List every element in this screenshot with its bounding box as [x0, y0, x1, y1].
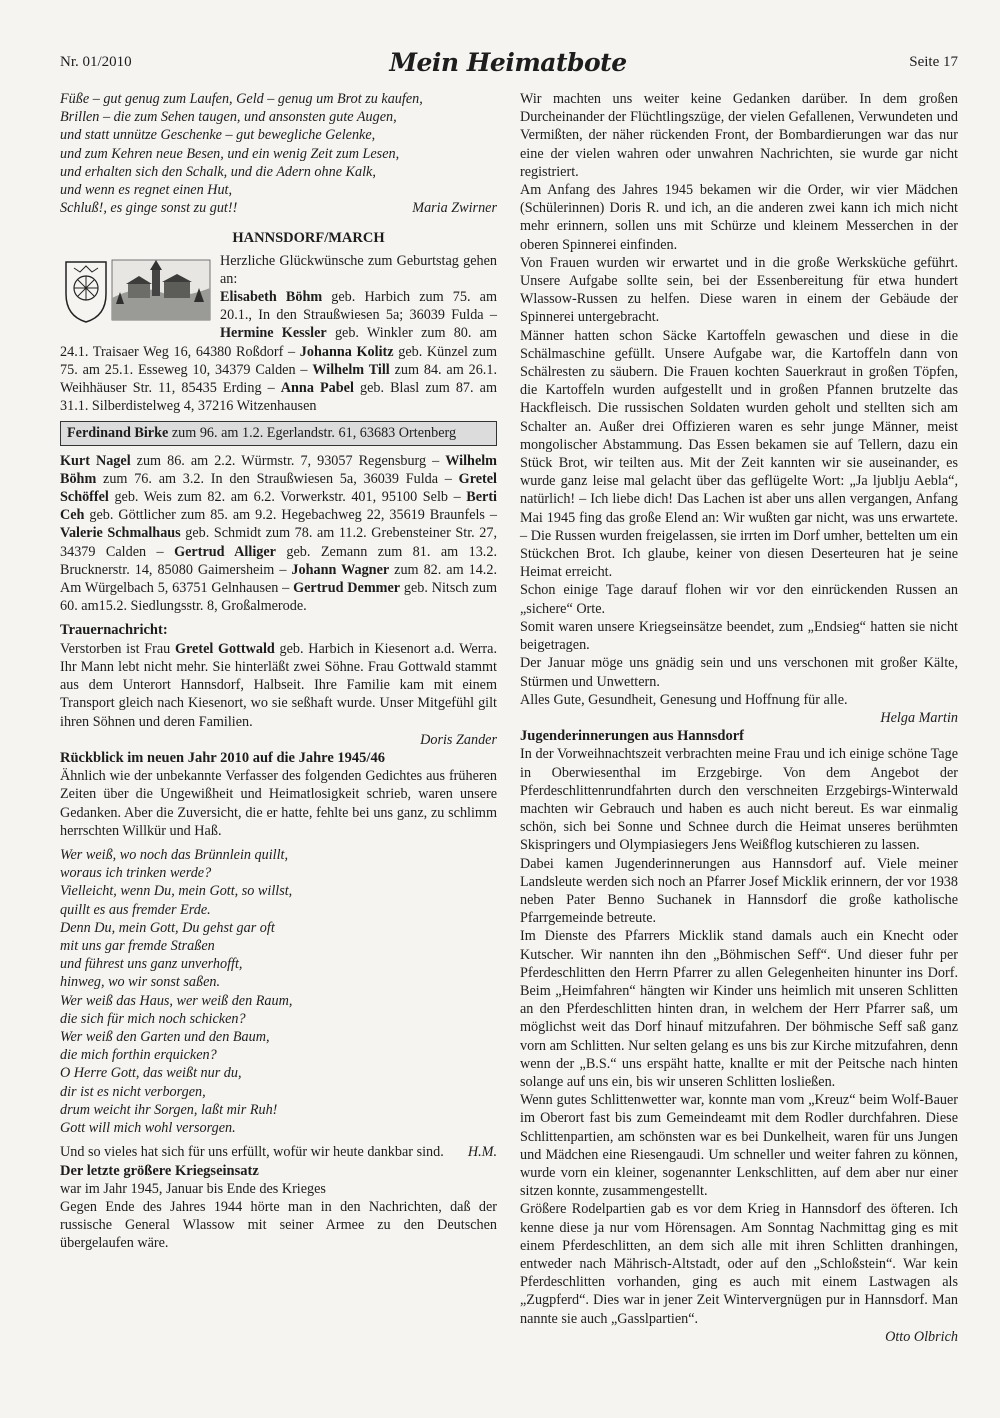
person-name: Berti Ceh: [60, 489, 497, 524]
birthday-list-february: [60, 452, 497, 616]
highlighted-birthday-box: [60, 421, 497, 445]
poem-last-line: [60, 199, 497, 217]
right-column: [520, 90, 958, 1346]
crest-and-village-icon: [60, 254, 212, 324]
article-paragraph: In der Vorweihnachtszeit verbrachten meine Frau und ich einige schöne Tage in Oberwiesenthal im Erzgebirge. Von dem Angebot der Pferdeschlittenrundfahrten durch den verschneiten Erzgebirgs-Winterwald machten wir Gebrauch und haben es auch nicht bereut. Es war einmalig schön, sich bei Sonne und Schnee durch die Heimat unseres berühmten Skispringers und Olympiasiegers Jens Weißflog kutschieren zu lassen.: [520, 746, 958, 854]
person-details: geb. Harbich zum 75. am 20.1., In den Straußwiesen 5a; 36039 Fulda –: [220, 289, 497, 324]
page-number: Seite 17: [909, 54, 958, 70]
poem-line: O Herre Gott, das weißt nur du,: [60, 1065, 242, 1082]
article-paragraph: Dabei kamen Jugenderinnerungen aus Hannsdorf auf. Viele meiner Landsleute werden sich noch an Pfarrer Josef Micklik erinnern, der vor 1938 neben Pater Benno Suchanek in Hannsdorf die große katholische Pfarrgemeinde betreute.: [520, 855, 958, 927]
person-details: geb. Nitsch zum 60. am15.2. Siedlungsstr. 8, Großalmerode.: [60, 580, 497, 615]
birthday-greetings: [60, 252, 497, 416]
person-name: Valerie Schmalhaus: [60, 525, 181, 542]
author-signature: Maria Zwirner: [412, 200, 497, 217]
article-paragraph: Somit waren unsere Kriegseinsätze beendet, zum „Endsieg“ hatten sie nicht beigetragen.: [520, 618, 958, 654]
issue-number: Nr. 01/2010: [60, 54, 132, 70]
person-name: Hermine Kessler: [220, 325, 327, 342]
person-name: Gertrud Alliger: [174, 543, 276, 560]
author-signature: Doris Zander: [420, 731, 497, 748]
article-paragraph: Wenn gutes Schlittenwetter war, konnte man vom „Kreuz“ beim Wolf-Bauer im Oberort fast bis zum Gemeindeamt mit dem Rodler durchfahren. Diese Schlittenpartien, am schönsten war es bei Dunkelheit, waren für uns Jungen und Mädchen eine Riesengaudi. Um schneller und weiter fahren zu können, wurde vorn ein kleiner, sogenannter Lenkschlitten, auf dem aber nur einer sitzen konnte, zusammengestellt.: [520, 1092, 958, 1200]
left-column: [60, 90, 497, 1253]
person-details: geb. Winkler zum 80. am 24.1. Traisaer Weg 16, 64380 Roßdorf –: [60, 325, 497, 360]
poem-line: die sich für mich noch schicken?: [60, 1010, 246, 1027]
section-heading-hannsdorf: HANNSDORF/MARCH: [232, 230, 385, 247]
person-name: Johanna Kolitz: [299, 343, 394, 360]
article-paragraph: Der Januar möge uns gnädig sein und uns verschonen mit großer Kälte, Stürmen und Unwettern.: [520, 655, 958, 690]
person-name: Johann Wagner: [291, 561, 390, 578]
person-details: zum 86. am 2.2. Würmstr. 7, 93057 Regensburg –: [130, 452, 446, 469]
person-details: zum 82. am 14.2. Am Würgelbach 5, 63751 Gelnhausen –: [60, 561, 497, 597]
person-details: geb. Schmidt zum 78. am 11.2. Grebensteiner Str. 27, 34379 Calden –: [60, 525, 497, 560]
article-paragraph: Wir machten uns weiter keine Gedanken darüber. In dem großen Durcheinander der Flüchtlingszüge, der vielen Gefallenen, Verwundeten und Vermißten, der näher rückenden Front, der Bombardierungen war das nur eine der vielen wahren oder unwahren Nachrichten, sie wurde gar nicht registriert.: [520, 91, 958, 180]
person-name: Wilhelm Till: [312, 361, 390, 378]
person-name: Ferdinand Birke: [67, 425, 169, 442]
poem-line: woraus ich trinken werde?: [60, 865, 212, 882]
poem-line: Denn Du, mein Gott, Du gehst gar oft: [60, 919, 275, 936]
person-details: geb. Künzel zum 75. am 25.1. Esseweg 10, 34379 Calden –: [60, 343, 497, 378]
person-name: Elisabeth Böhm: [220, 289, 323, 306]
hannsdorf-crest-image: [60, 254, 212, 324]
article-paragraph: Größere Rodelpartien gab es vor dem Krieg in Hannsdorf des öfteren. Ich kenne diese ja nur vom Hörensagen. Am Sonntag Nachmittag ging es mit einem Pferdeschlitten, an dem sich alle mit ihren Schlitten dranhingen, entweder nach Mährisch-Altstadt, oder auf den „Schloßstein“. War kein Pferdeschlitten vorhanden, ging es auch mit einem Lastwagen als „Zugpferd“. Dies war in jener Zeit Wintervergnügen pur in Hannsdorf. Man nannte sie auch „Gasslpartien“.: [520, 1201, 958, 1327]
person-details: geb. Göttlicher zum 85. am 9.2. Hegebachweg 22, 35619 Braunfels –: [84, 507, 497, 524]
poem-brunnlein: [60, 846, 497, 1137]
person-details: geb. Zemann zum 81. am 13.2. Brucknerstr. 14, 85080 Gaimersheim –: [60, 543, 497, 578]
rueckblick-intro: Ähnlich wie der unbekannte Verfasser des folgenden Gedichtes aus früheren Zeiten über die Ungewißheit und Heimatlosigkeit schrieb, waren unsere Gedanken. Aber die Zuversicht, die er hatte, fehlte bei uns ganz, zu schlimm herrschten Willkür und Haß.: [60, 768, 497, 839]
poem-line: und wenn es regnet einen Hut,: [60, 182, 233, 199]
masthead-title: Mein Heimatbote: [389, 48, 627, 77]
article-paragraph: Am Anfang des Jahres 1945 bekamen wir die Order, wir vier Mädchen (Schülerinnen) Doris R. und ich, an die anderen zwei kann ich mich nicht mehr erinnern, sollen uns mit Schürze und kleinem Messerchen in der oberen Spinnerei einfinden.: [520, 182, 958, 253]
after-poem-text: Und so vieles hat sich für uns erfüllt, wofür wir heute dankbar sind.: [60, 1144, 444, 1161]
person-details: zum 84. am 26.1. Weihhäuser Str. 11, 85435 Erding –: [60, 361, 497, 397]
person-name: Anna Pabel: [280, 380, 354, 397]
person-name: Wilhelm Böhm: [60, 452, 497, 487]
person-name: Gretel Schöffel: [60, 470, 497, 506]
author-signature: Helga Martin: [880, 709, 958, 726]
poem-line: quillt es aus fremder Erde.: [60, 901, 211, 918]
poem-line: Schluß!, es ginge sonst zu gut!!: [60, 200, 238, 217]
kriegseinsatz-subtitle: war im Jahr 1945, Januar bis Ende des Krieges: [60, 1180, 326, 1197]
person-name: Gretel Gottwald: [174, 640, 275, 657]
section-heading-jugenderinnerungen: Jugenderinnerungen aus Hannsdorf: [520, 728, 744, 745]
poem-line: und zum Kehren neue Besen, und ein wenig Zeit zum Lesen,: [60, 145, 400, 162]
greeting-intro: Herzliche Glückwünsche zum Geburtstag gehen an:: [220, 252, 497, 287]
kriegseinsatz-text: Gegen Ende des Jahres 1944 hörte man in den Nachrichten, daß der russische General Wlassow mit seiner Armee zu den Deutschen übergelaufen wäre.: [60, 1198, 497, 1252]
poem-line: Vielleicht, wenn Du, mein Gott, so willst,: [60, 883, 293, 900]
article-paragraph: Schon einige Tage darauf flohen wir vor den einrückenden Russen an „sichere“ Orte.: [520, 582, 958, 617]
poem-line: und erhalten sich den Schalk, und die Adern ohne Kalk,: [60, 163, 376, 180]
obituary-intro: Verstorben ist Frau: [60, 640, 175, 657]
person-details: geb. Blasl zum 87. am 31.1. Silberdistelweg 4, 37216 Witzenhausen: [60, 380, 497, 415]
poem-line: Wer weiß den Garten und den Baum,: [60, 1028, 270, 1045]
poem-line: Füße – gut genug zum Laufen, Geld – genug um Brot zu kaufen,: [60, 91, 423, 107]
poem-line: Wer weiß das Haus, wer weiß den Raum,: [60, 992, 293, 1009]
person-name: Kurt Nagel: [60, 452, 131, 469]
poem-line: und führest uns ganz unverhofft,: [60, 956, 243, 973]
poem-zwirner: [60, 90, 497, 217]
person-details: zum 76. am 3.2. In den Straußwiesen 5a, 36039 Fulda –: [96, 470, 459, 487]
poem-line: drum weicht ihr Sorgen, laßt mir Ruh!: [60, 1101, 278, 1118]
article-paragraph: Im Dienste des Pfarrers Micklik stand damals auch ein Knecht oder Kutscher. Wir nannten ihn den „Böhmischen Seff“. Und dieser fuhr per Pferdeschlitten den Herrn Pfarrer zu allen Gelegenheiten hinunter ins Dorf. Beim „Heimfahren“ hängten wir Kinder uns heimlich mit unseren Schlitten an den Pferdeschlitten hinten dran, in welchem der Herr Pfarrer saß, um möglichst weit das Dorf hinauf mitzufahren. Der böhmische Seff saß ganz vorn am Schlitten. Nur selten gelang es uns bis zur Kirche mitzufahren, denn wenn der „B.S.“ uns erspäht hatte, knallte er mit der Peitsche nach hinten solange auf uns ein, bis wir unseren Schlitten losließen.: [520, 928, 958, 1090]
poem-line: mit uns gar fremde Straßen: [60, 937, 215, 954]
article-paragraph: Männer hatten schon Säcke Kartoffeln gewaschen und diese in die Schälmaschine gefüllt. Unsere Aufgabe war, die Kartoffeln dann von Schälresten zu säubern. Die Frauen kochten Sauerkraut in großen Töpfen, die Kartoffeln wurden aufgestellt und in großen Pfannen brutzelte das Hackfleisch. Die russischen Soldaten wurden geholt und stellten sich am Schalter an. Außer drei Offizieren waren es sehr junge Männer, meist mongolischer Abstammung. Das Essen bekamen sie auf Tellern, dazu ein Stück Brot, wir teilten aus. Mit der Zeit kannten wir sie auseinander, es wurde ganz leise mal gelacht über das geflügelte Wort: „Ja ljublju Aebla“, natürlich! – Ich liebe dich! Das Lachen ist aber uns allen vergangen, Anfang Mai 1945 fing das große Elend an: Wir wußten gar nicht, was uns erwartete. – Die Russen wurden freigelassen, sie irrten im Dorf umher, bettelten um ein Stückchen Brot. Ich glaube, keiner von diesen Deserteuren hat je seine Heimat erreicht.: [520, 327, 958, 581]
poem-line: die mich forthin erquicken?: [60, 1047, 217, 1064]
obituary-text: [60, 640, 497, 731]
poem-line: Gott will mich wohl versorgen.: [60, 1119, 236, 1136]
page-header: [58, 48, 958, 78]
article-paragraph: Alles Gute, Gesundheit, Genesung und Hoffnung für alle.: [520, 691, 848, 708]
person-name: Gertrud Demmer: [293, 580, 401, 597]
section-heading-obituary: Trauernachricht:: [60, 622, 168, 639]
poem-line: dir ist es nicht verborgen,: [60, 1083, 206, 1100]
section-heading-rueckblick: Rückblick im neuen Jahr 2010 auf die Jahre 1945/46: [60, 749, 385, 766]
obituary-body: geb. Harbich in Kiesenort a.d. Werra. Ihr Mann lebt nicht mehr. Sie hinterläßt zwei Söhne. Frau Gottwald stammt aus dem Unterort Hannsdorf, Halbseit. Ihre Familie kam mit einem Transport gleich nach Kiesenort, wo sie seßhaft wurde. Unser Mitgefühl gilt ihren Söhnen und deren Familien.: [60, 640, 497, 730]
section-heading-kriegseinsatz: Der letzte größere Kriegseinsatz: [60, 1162, 259, 1179]
author-signature: H.M.: [467, 1144, 497, 1161]
author-signature: Otto Olbrich: [885, 1328, 958, 1345]
poem-line: und statt unnütze Geschenke – gut bewegliche Gelenke,: [60, 127, 376, 144]
person-details: geb. Weis zum 82. am 6.2. Vorwerkstr. 401, 95100 Selb –: [108, 489, 467, 506]
person-details: zum 96. am 1.2. Egerlandstr. 61, 63683 Ortenberg: [168, 425, 457, 442]
poem-line: hinweg, wo wir sonst saßen.: [60, 974, 221, 991]
article-paragraph: Von Frauen wurden wir erwartet und in die große Werksküche geführt. Unsere Aufgabe sollte sein, bei der Essenbereitung für etwa hundert Wlassow-Russen zu helfen. Diese waren in einem der Gebäude der Spinnerei untergebracht.: [520, 254, 958, 326]
poem-line: Wer weiß, wo noch das Brünnlein quillt,: [60, 846, 289, 863]
poem-line: Brillen – die zum Sehen taugen, und ansonsten gute Augen,: [60, 109, 397, 126]
